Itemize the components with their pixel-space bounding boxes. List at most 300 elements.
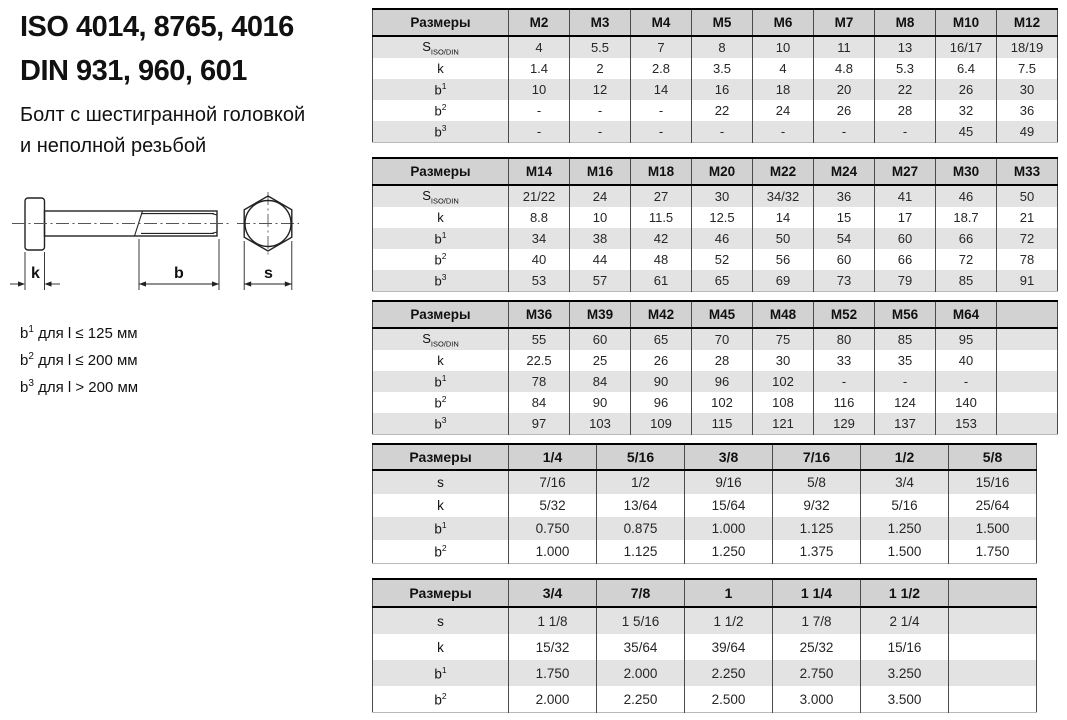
value-cell: 96	[692, 371, 753, 392]
value-cell: 30	[997, 79, 1058, 100]
value-cell: 96	[631, 392, 692, 413]
value-cell: 4.8	[814, 58, 875, 79]
value-cell: -	[875, 121, 936, 143]
value-cell: 102	[692, 392, 753, 413]
value-cell: 85	[875, 328, 936, 350]
empty-cell	[997, 413, 1058, 435]
table-row	[373, 249, 1058, 270]
value-cell: 12.5	[692, 207, 753, 228]
value-cell: 65	[631, 328, 692, 350]
value-cell: 38	[570, 228, 631, 249]
value-cell: 32	[936, 100, 997, 121]
value-cell: 35/64	[597, 634, 685, 660]
value-cell: 25/32	[773, 634, 861, 660]
table-header-row	[373, 158, 1058, 185]
row-label: $b^2$	[434, 543, 447, 560]
value-cell: 1.000	[509, 540, 597, 564]
value-cell: 14	[753, 207, 814, 228]
sizes-header-label: Размеры	[373, 9, 509, 36]
b-dimension-label: b	[174, 265, 184, 282]
value-cell: 10	[509, 79, 570, 100]
value-cell: 7	[631, 36, 692, 58]
value-cell: 52	[692, 249, 753, 270]
value-cell: 39/64	[685, 634, 773, 660]
value-cell: 3.5	[692, 58, 753, 79]
table-row	[373, 686, 1037, 713]
value-cell: 5.5	[570, 36, 631, 58]
sizes-header-label: Размеры	[373, 579, 509, 607]
table-row	[373, 392, 1058, 413]
empty-column-header	[997, 301, 1058, 328]
size-column-header: M45	[692, 301, 753, 328]
table-row	[373, 207, 1058, 228]
value-cell: 17	[875, 207, 936, 228]
subtitle-line-1: Болт с шестигранной головкой	[20, 104, 306, 126]
bolt-technical-drawing	[6, 184, 340, 323]
value-cell: 13	[875, 36, 936, 58]
value-cell: 60	[570, 328, 631, 350]
value-cell: 46	[936, 185, 997, 207]
value-cell: 5/32	[509, 494, 597, 517]
row-label: $b^1$	[434, 664, 447, 682]
value-cell: 91	[997, 270, 1058, 292]
size-column-header: M4	[631, 9, 692, 36]
value-cell: 90	[570, 392, 631, 413]
value-cell: 36	[997, 100, 1058, 121]
value-cell: 1/2	[597, 470, 685, 494]
size-column-header: M8	[875, 9, 936, 36]
table-row	[373, 185, 1058, 207]
value-cell: 137	[875, 413, 936, 435]
value-cell: 8.8	[509, 207, 570, 228]
value-cell: 65	[692, 270, 753, 292]
value-cell: 75	[753, 328, 814, 350]
din-standards-line: DIN 931, 960, 601	[20, 54, 247, 87]
value-cell: -	[631, 100, 692, 121]
value-cell: -	[814, 371, 875, 392]
value-cell: 28	[875, 100, 936, 121]
value-cell: 34/32	[753, 185, 814, 207]
value-cell: 60	[875, 228, 936, 249]
table-row	[373, 270, 1058, 292]
size-column-header: M36	[509, 301, 570, 328]
row-label: $b^3$	[434, 123, 447, 140]
table-row	[373, 540, 1037, 564]
row-label: $b^1$	[434, 81, 447, 98]
value-cell: 50	[753, 228, 814, 249]
row-label: k	[437, 498, 444, 513]
value-cell: 15/32	[509, 634, 597, 660]
metric-table-m36-m64	[372, 300, 1058, 435]
table-row	[373, 228, 1058, 249]
value-cell: 15/16	[949, 470, 1037, 494]
metric-table-m14-m33-table	[372, 157, 1058, 292]
value-cell: 45	[936, 121, 997, 143]
bolt-drawing-svg	[6, 184, 340, 318]
value-cell: 78	[509, 371, 570, 392]
size-column-header: 1/4	[509, 444, 597, 470]
value-cell: -	[509, 100, 570, 121]
empty-cell	[949, 660, 1037, 686]
imperial-table-1-4-to-5-8-table	[372, 443, 1037, 564]
size-column-header: M18	[631, 158, 692, 185]
value-cell: 42	[631, 228, 692, 249]
value-cell: 55	[509, 328, 570, 350]
value-cell: 115	[692, 413, 753, 435]
value-cell: 108	[753, 392, 814, 413]
value-cell: 15/64	[685, 494, 773, 517]
value-cell: 80	[814, 328, 875, 350]
value-cell: -	[692, 121, 753, 143]
row-label: $b^2$	[434, 251, 447, 268]
size-column-header: M64	[936, 301, 997, 328]
value-cell: 66	[875, 249, 936, 270]
value-cell: 1 5/16	[597, 607, 685, 634]
value-cell: 84	[509, 392, 570, 413]
value-cell: 73	[814, 270, 875, 292]
value-cell: 49	[997, 121, 1058, 143]
value-cell: 53	[509, 270, 570, 292]
value-cell: 1.000	[685, 517, 773, 540]
value-cell: 3.250	[861, 660, 949, 686]
imperial-table-3-4-to-1-1-2	[372, 578, 1037, 713]
value-cell: 2.000	[509, 686, 597, 713]
value-cell: 102	[753, 371, 814, 392]
row-label: k	[437, 61, 444, 76]
value-cell: 16	[692, 79, 753, 100]
table-row	[373, 328, 1058, 350]
size-column-header: M14	[509, 158, 570, 185]
iso-standards-line: ISO 4014, 8765, 4016	[20, 11, 294, 43]
row-label: $b^1$	[434, 373, 447, 390]
size-column-header: 5/16	[597, 444, 685, 470]
footnote-b3: $b^3$ для l > 200 мм	[20, 378, 139, 396]
value-cell: 1.750	[949, 540, 1037, 564]
footnotes	[20, 320, 138, 401]
value-cell: 1.750	[509, 660, 597, 686]
value-cell: 14	[631, 79, 692, 100]
empty-cell	[997, 350, 1058, 371]
value-cell: 21/22	[509, 185, 570, 207]
empty-cell	[949, 634, 1037, 660]
value-cell: 1.125	[773, 517, 861, 540]
value-cell: 40	[936, 350, 997, 371]
value-cell: 3.500	[861, 686, 949, 713]
value-cell: 7/16	[509, 470, 597, 494]
value-cell: 30	[692, 185, 753, 207]
value-cell: 28	[692, 350, 753, 371]
table-row	[373, 494, 1037, 517]
value-cell: 35	[875, 350, 936, 371]
value-cell: 72	[936, 249, 997, 270]
k-arrow-right	[45, 281, 52, 286]
value-cell: 66	[936, 228, 997, 249]
value-cell: 9/32	[773, 494, 861, 517]
value-cell: 8	[692, 36, 753, 58]
row-label: $b^1$	[434, 520, 447, 537]
value-cell: 27	[631, 185, 692, 207]
table-row	[373, 634, 1037, 660]
value-cell: 41	[875, 185, 936, 207]
page-title	[20, 6, 294, 93]
value-cell: 1 1/8	[509, 607, 597, 634]
value-cell: -	[570, 121, 631, 143]
value-cell: 4	[753, 58, 814, 79]
value-cell: 22	[875, 79, 936, 100]
value-cell: 57	[570, 270, 631, 292]
table-row	[373, 58, 1058, 79]
size-column-header: 3/8	[685, 444, 773, 470]
value-cell: 97	[509, 413, 570, 435]
row-label: $S_{ISO/DIN}$	[422, 38, 459, 57]
row-label: $S_{ISO/DIN}$	[422, 330, 459, 349]
value-cell: 79	[875, 270, 936, 292]
value-cell: 140	[936, 392, 997, 413]
size-column-header: M22	[753, 158, 814, 185]
size-column-header: M10	[936, 9, 997, 36]
s-arrow-left	[244, 281, 251, 286]
row-label: $S_{ISO/DIN}$	[422, 187, 459, 206]
empty-column-header	[949, 579, 1037, 607]
value-cell: 18	[753, 79, 814, 100]
s-dimension-label: s	[264, 265, 273, 282]
value-cell: 70	[692, 328, 753, 350]
size-column-header: M6	[753, 9, 814, 36]
size-column-header: M12	[997, 9, 1058, 36]
value-cell: 129	[814, 413, 875, 435]
value-cell: 2.750	[773, 660, 861, 686]
value-cell: 12	[570, 79, 631, 100]
size-column-header: 1 1/2	[861, 579, 949, 607]
size-column-header: M27	[875, 158, 936, 185]
value-cell: -	[570, 100, 631, 121]
row-label: k	[437, 639, 444, 655]
value-cell: 7.5	[997, 58, 1058, 79]
row-label: $b^1$	[434, 230, 447, 247]
table-header-row	[373, 9, 1058, 36]
value-cell: 21	[997, 207, 1058, 228]
value-cell: -	[936, 371, 997, 392]
value-cell: 56	[753, 249, 814, 270]
metric-table-m14-m33	[372, 157, 1058, 292]
table-row	[373, 350, 1058, 371]
metric-table-m36-m64-table	[372, 300, 1058, 435]
footnote-b2: $b^2$ для l ≤ 200 мм	[20, 351, 138, 369]
value-cell: 4	[509, 36, 570, 58]
table-header-row	[373, 579, 1037, 607]
value-cell: 0.750	[509, 517, 597, 540]
s-arrow-right	[285, 281, 292, 286]
value-cell: 1 7/8	[773, 607, 861, 634]
row-label: s	[437, 613, 444, 629]
value-cell: 5/16	[861, 494, 949, 517]
value-cell: 20	[814, 79, 875, 100]
size-column-header: 7/8	[597, 579, 685, 607]
value-cell: 26	[814, 100, 875, 121]
size-column-header: M16	[570, 158, 631, 185]
value-cell: -	[509, 121, 570, 143]
value-cell: 26	[631, 350, 692, 371]
value-cell: 1.250	[685, 540, 773, 564]
value-cell: 1 1/2	[685, 607, 773, 634]
empty-cell	[949, 607, 1037, 634]
bolt-head-side	[25, 198, 45, 250]
size-column-header: M56	[875, 301, 936, 328]
value-cell: 5.3	[875, 58, 936, 79]
value-cell: 36	[814, 185, 875, 207]
value-cell: 46	[692, 228, 753, 249]
value-cell: 1.375	[773, 540, 861, 564]
size-column-header: M30	[936, 158, 997, 185]
metric-table-m2-m12-table	[372, 8, 1058, 143]
empty-cell	[997, 371, 1058, 392]
value-cell: 1.250	[861, 517, 949, 540]
value-cell: 10	[753, 36, 814, 58]
sizes-header-label: Размеры	[373, 158, 509, 185]
sizes-header-label: Размеры	[373, 301, 509, 328]
empty-cell	[997, 328, 1058, 350]
value-cell: 11.5	[631, 207, 692, 228]
table-row	[373, 660, 1037, 686]
value-cell: 30	[753, 350, 814, 371]
size-column-header: M24	[814, 158, 875, 185]
value-cell: 54	[814, 228, 875, 249]
b-arrow-left	[139, 281, 146, 286]
row-label: k	[437, 353, 444, 368]
empty-cell	[949, 686, 1037, 713]
size-column-header: M3	[570, 9, 631, 36]
row-label: s	[437, 475, 444, 490]
value-cell: 24	[753, 100, 814, 121]
size-column-header: 3/4	[509, 579, 597, 607]
table-row	[373, 470, 1037, 494]
imperial-table-3-4-to-1-1-2-table	[372, 578, 1037, 713]
size-column-header: M48	[753, 301, 814, 328]
value-cell: 26	[936, 79, 997, 100]
k-dimension-label: k	[31, 265, 40, 282]
value-cell: 13/64	[597, 494, 685, 517]
table-row	[373, 121, 1058, 143]
value-cell: 84	[570, 371, 631, 392]
value-cell: 1.125	[597, 540, 685, 564]
size-column-header: M2	[509, 9, 570, 36]
value-cell: 121	[753, 413, 814, 435]
value-cell: 2 1/4	[861, 607, 949, 634]
value-cell: 16/17	[936, 36, 997, 58]
sizes-header-label: Размеры	[373, 444, 509, 470]
table-row	[373, 36, 1058, 58]
row-label: $b^3$	[434, 415, 447, 432]
size-column-header: 1/2	[861, 444, 949, 470]
size-column-header: M33	[997, 158, 1058, 185]
value-cell: 5/8	[773, 470, 861, 494]
value-cell: 2.500	[685, 686, 773, 713]
value-cell: 153	[936, 413, 997, 435]
value-cell: 33	[814, 350, 875, 371]
table-row	[373, 100, 1058, 121]
value-cell: 22.5	[509, 350, 570, 371]
subtitle-line-2: и неполной резьбой	[20, 135, 207, 157]
value-cell: 116	[814, 392, 875, 413]
value-cell: 1.4	[509, 58, 570, 79]
empty-cell	[997, 392, 1058, 413]
value-cell: 69	[753, 270, 814, 292]
value-cell: 9/16	[685, 470, 773, 494]
size-column-header: M52	[814, 301, 875, 328]
value-cell: -	[753, 121, 814, 143]
value-cell: 15/16	[861, 634, 949, 660]
value-cell: 34	[509, 228, 570, 249]
row-label: $b^2$	[434, 394, 447, 411]
thread-end-chamfer-top	[212, 214, 217, 215]
size-column-header: M20	[692, 158, 753, 185]
value-cell: 61	[631, 270, 692, 292]
table-row	[373, 371, 1058, 392]
metric-table-m2-m12	[372, 8, 1058, 143]
row-label: k	[437, 210, 444, 225]
value-cell: 25	[570, 350, 631, 371]
size-column-header: M5	[692, 9, 753, 36]
value-cell: 2.250	[597, 686, 685, 713]
size-column-header: 7/16	[773, 444, 861, 470]
table-row	[373, 607, 1037, 634]
value-cell: 2.000	[597, 660, 685, 686]
table-header-row	[373, 444, 1037, 470]
value-cell: 18.7	[936, 207, 997, 228]
value-cell: 2.8	[631, 58, 692, 79]
value-cell: -	[631, 121, 692, 143]
value-cell: 1.500	[949, 517, 1037, 540]
footnote-b1: $b^1$ для l ≤ 125 мм	[20, 324, 138, 342]
table-row	[373, 517, 1037, 540]
size-column-header: M39	[570, 301, 631, 328]
row-label: $b^2$	[434, 102, 447, 119]
value-cell: 1.500	[861, 540, 949, 564]
value-cell: 2.250	[685, 660, 773, 686]
imperial-table-1-4-to-5-8	[372, 443, 1037, 564]
value-cell: 78	[997, 249, 1058, 270]
value-cell: 48	[631, 249, 692, 270]
value-cell: 0.875	[597, 517, 685, 540]
size-column-header: 1	[685, 579, 773, 607]
value-cell: 124	[875, 392, 936, 413]
b-arrow-right	[212, 281, 219, 286]
size-column-header: 5/8	[949, 444, 1037, 470]
table-row	[373, 413, 1058, 435]
value-cell: 44	[570, 249, 631, 270]
value-cell: 25/64	[949, 494, 1037, 517]
value-cell: 50	[997, 185, 1058, 207]
value-cell: 22	[692, 100, 753, 121]
value-cell: 15	[814, 207, 875, 228]
row-label: $b^3$	[434, 272, 447, 289]
value-cell: 109	[631, 413, 692, 435]
thread-end-chamfer-bottom	[212, 232, 217, 233]
value-cell: 103	[570, 413, 631, 435]
value-cell: -	[814, 121, 875, 143]
value-cell: 95	[936, 328, 997, 350]
value-cell: 2	[570, 58, 631, 79]
row-label: $b^2$	[434, 690, 447, 708]
value-cell: 18/19	[997, 36, 1058, 58]
value-cell: -	[875, 371, 936, 392]
size-column-header: M42	[631, 301, 692, 328]
value-cell: 10	[570, 207, 631, 228]
value-cell: 60	[814, 249, 875, 270]
size-column-header: M7	[814, 9, 875, 36]
value-cell: 72	[997, 228, 1058, 249]
value-cell: 85	[936, 270, 997, 292]
